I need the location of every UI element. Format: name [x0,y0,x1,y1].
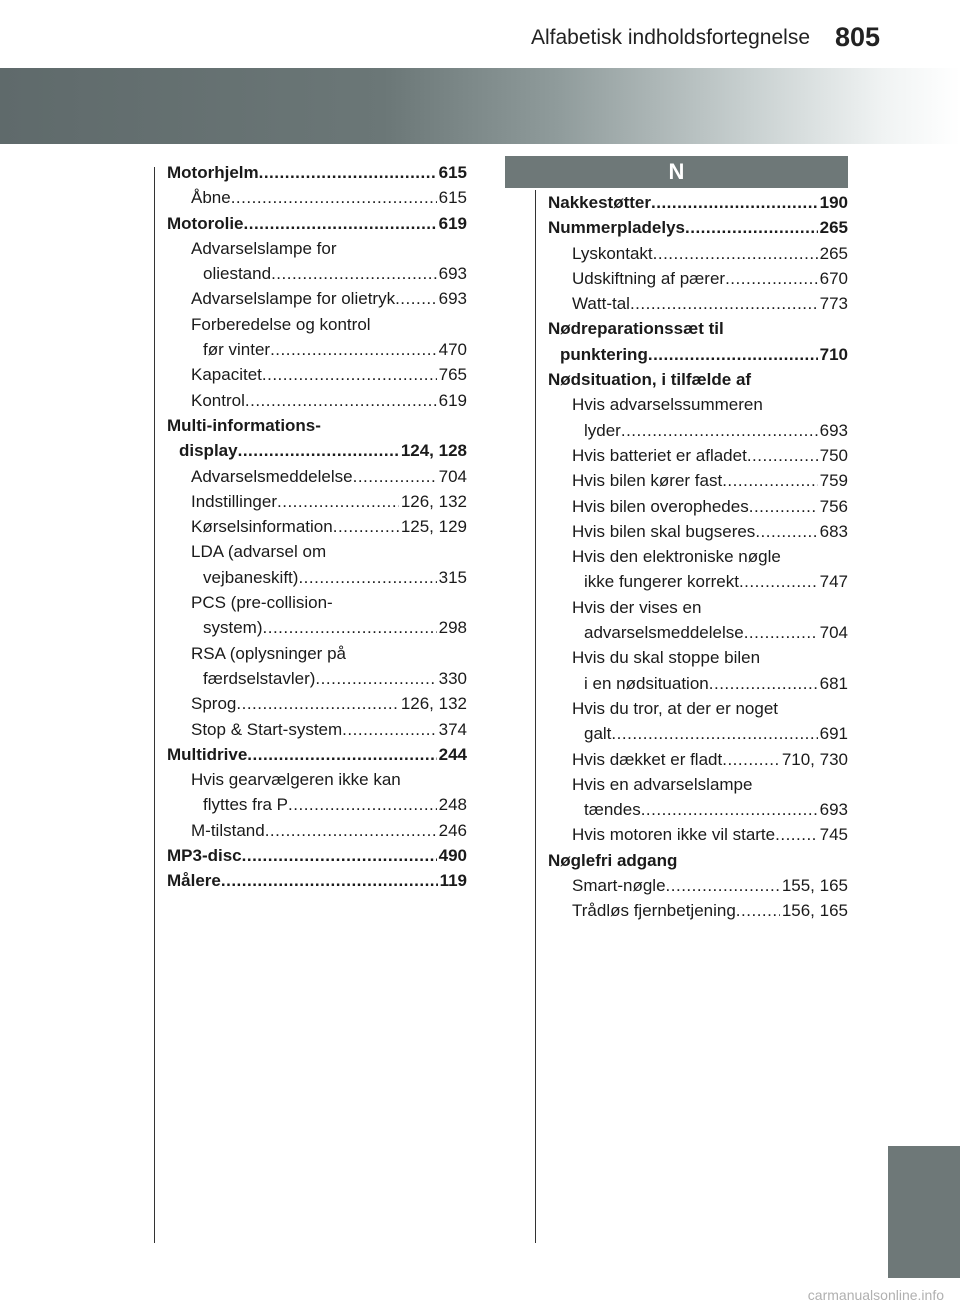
dot-leader [271,261,437,286]
index-entry-text: Hvis du skal stoppe bilen [572,648,761,668]
index-entry-page: 265 [819,218,848,238]
index-entry-text: Advarselslampe for [191,238,337,258]
index-entry-text: Udskiftning af pærer [572,268,726,288]
header-band [0,68,960,144]
index-entry-page: 773 [819,294,848,314]
index-entry [548,898,848,923]
index-entry-text: Motorolie [167,213,244,233]
index-entry [167,438,467,463]
index-entry-text: Advarselsmeddelelse [191,466,353,486]
index-entry-page: 470 [438,340,467,360]
dot-leader [342,717,436,742]
index-entry-text: Multi-informations- [167,415,321,435]
dot-leader [298,565,436,590]
index-entry [548,721,848,746]
index-entry [167,388,467,413]
index-entry-text: færdselstavler) [203,668,316,688]
dot-leader [247,742,436,767]
index-entry [167,767,467,792]
index-entry-text: galt [584,724,612,744]
index-entry [548,569,848,594]
index-entry-page: 681 [819,673,848,693]
index-entry-text: Hvis bilen skal bugseres [572,521,756,541]
dot-leader [648,342,818,367]
index-entry-page: 704 [438,466,467,486]
index-entry [548,772,848,797]
index-entry [548,215,848,240]
index-entry-text: Hvis du tror, at der er noget [572,698,778,718]
dot-leader [749,494,818,519]
index-entry [167,717,467,742]
index-entry-page: 244 [438,744,467,764]
index-entry-text: punktering [560,344,648,364]
index-entry-page: 315 [438,567,467,587]
index-entry [167,211,467,236]
dot-leader [242,843,437,868]
dot-leader [259,160,437,185]
index-entry-page: 119 [439,871,467,891]
index-entry-page: 490 [438,846,467,866]
index-entry-page: 619 [438,213,467,233]
index-entry-text: Nakkestøtter [548,193,651,212]
index-column-right [548,190,848,924]
index-entry [548,316,848,341]
index-entry-text: Hvis gearvælgeren ikke kan [191,770,401,790]
index-entry [167,539,467,564]
index-entry-text: oliestand [203,264,272,284]
index-column-left [167,160,467,894]
dot-leader [621,418,818,443]
index-entry [548,190,848,215]
index-entry [548,367,848,392]
index-entry-text: Hvis en advarselslampe [572,774,753,794]
dot-leader [630,291,818,316]
index-entry-page: 330 [438,668,467,688]
dot-leader [315,666,436,691]
index-entry-text: Hvis motoren ikke vil starte [572,825,776,845]
index-entry [167,185,467,210]
watermark: carmanualsonline.info [807,1287,944,1303]
index-entry [167,514,467,539]
index-entry [167,641,467,666]
index-entry-page: 126, 132 [400,694,467,714]
index-entry-text: Stop & Start-system [191,719,343,739]
index-entry [167,818,467,843]
dot-leader [333,514,399,539]
index-entry-text: flyttes fra P [203,795,289,815]
dot-leader [651,190,818,215]
index-entry-page: 670 [819,268,848,288]
index-entry [167,565,467,590]
index-entry-text: M-tilstand [191,820,265,840]
index-entry-text: Multidrive [167,744,248,764]
index-entry-page: 298 [438,618,467,638]
index-entry [548,266,848,291]
index-entry-page: 710, 730 [781,749,848,769]
index-entry [167,843,467,868]
index-entry-text: Advarselslampe for olietryk [191,289,396,309]
index-entry-page: 156, 165 [781,901,848,921]
index-entry [548,696,848,721]
dot-leader [641,797,818,822]
index-entry-page: 248 [438,795,467,815]
index-entry [548,544,848,569]
index-entry [548,645,848,670]
index-entry-text: Nummerpladelys [548,218,685,238]
index-entry-text: Watt-tal [572,294,630,314]
index-entry [548,494,848,519]
index-entry-page: 693 [438,264,467,284]
index-entry [167,261,467,286]
dot-leader [236,691,398,716]
index-entry-text: Hvis der vises en [572,597,702,617]
column-divider-right [535,190,536,1243]
index-entry [548,443,848,468]
dot-leader [265,818,437,843]
index-entry-text: Hvis bilen kører fast [572,471,723,491]
index-entry-text: RSA (oplysninger på [191,643,346,663]
dot-leader [262,362,437,387]
index-entry-page: 126, 132 [400,491,467,511]
index-entry-text: Nøglefri adgang [548,850,678,870]
dot-leader [685,215,818,240]
index-entry-page: 710 [819,344,848,364]
index-entry-text: i en nødsituation [584,673,709,693]
dot-leader [775,822,818,847]
index-entry-text: ikke fungerer korrekt [584,572,739,592]
index-entry-text: Hvis den elektroniske nøgle [572,547,781,567]
index-entry [167,792,467,817]
index-entry [167,312,467,337]
index-entry-page: 691 [819,724,848,744]
index-entry-page: 615 [438,188,467,208]
index-entry [167,160,467,185]
dot-leader [725,266,818,291]
index-entry-text: lyder [584,420,621,440]
index-entry-text: Hvis dækket er fladt [572,749,723,769]
index-entry [548,797,848,822]
index-entry-page: 747 [819,572,848,592]
index-entry [548,342,848,367]
column-divider-left [154,167,155,1243]
dot-leader [395,286,437,311]
index-entry [167,337,467,362]
index-entry-text: Trådløs fjernbetjening [572,901,736,921]
index-entry-page: 619 [438,390,467,410]
index-entry [548,291,848,316]
index-entry-page: 246 [438,820,467,840]
index-entry [548,468,848,493]
index-entry [167,236,467,261]
index-entry [167,464,467,489]
index-entry-page: 155, 165 [781,876,848,896]
index-entry [167,489,467,514]
index-entry-text: Smart-nøgle [572,876,666,896]
dot-leader [221,868,438,893]
index-entry-page: 756 [819,496,848,516]
index-entry-text: Indstillinger [191,491,277,511]
index-entry-page: 125, 129 [400,517,467,537]
index-entry-text: system) [203,618,263,638]
index-entry-text: LDA (advarsel om [191,542,327,562]
index-entry-page: 265 [819,243,848,263]
dot-leader [288,792,437,817]
index-entry-page: 693 [819,800,848,820]
index-entry-page: 374 [438,719,467,739]
index-entry [548,595,848,620]
index-entry-text: Åbne [191,188,231,208]
index-entry-text: advarselsmeddelelse [584,623,744,643]
index-entry-page: 759 [819,471,848,491]
index-entry-text: Kørselsinformation [191,517,333,537]
index-entry-text: display [179,441,238,461]
index-entry-text: Nødsituation, i tilfælde af [548,370,752,390]
index-entry-page: 615 [438,163,467,182]
index-entry-text: Nødreparationssæt til [548,319,724,339]
dot-leader [722,747,780,772]
index-entry [548,620,848,645]
page-number: 805 [834,22,880,52]
index-entry [167,286,467,311]
index-entry [167,742,467,767]
index-entry-text: vejbaneskift) [203,567,299,587]
index-entry-page: 765 [438,365,467,385]
index-entry-page: 745 [819,825,848,845]
index-entry [548,822,848,847]
index-entry-text: Kapacitet [191,365,262,385]
index-entry [548,392,848,417]
dot-leader [722,468,817,493]
index-entry-text: Målere [167,871,221,891]
index-entry-text: Hvis advarselssummeren [572,395,763,415]
index-entry-text: Forberedelse og kontrol [191,314,371,334]
dot-leader [263,615,437,640]
dot-leader [747,443,818,468]
index-entry-text: PCS (pre-collision- [191,593,333,613]
index-entry-page: 124, 128 [400,441,467,461]
index-entry [167,666,467,691]
index-entry [167,413,467,438]
dot-leader [244,211,437,236]
section-heading-n: N [505,156,848,188]
dot-leader [744,620,818,645]
index-entry [167,868,467,893]
index-entry [548,747,848,772]
page-header-title: Alfabetisk indholdsfortegnelse [530,26,810,49]
index-entry-text: Motorhjelm [167,163,259,182]
index-entry [167,615,467,640]
chapter-side-tab [888,1146,960,1278]
index-entry-page: 693 [819,420,848,440]
index-entry [548,418,848,443]
dot-leader [270,337,437,362]
dot-leader [245,388,437,413]
index-entry-page: 704 [819,623,848,643]
index-entry-text: Lyskontakt [572,243,653,263]
index-entry-text: tændes [584,800,641,820]
dot-leader [709,671,818,696]
index-entry-page: 190 [819,193,848,212]
dot-leader [238,438,399,463]
index-entry [548,848,848,873]
index-entry-text: MP3-disc [167,846,242,866]
index-entry-text: Sprog [191,694,237,714]
dot-leader [611,721,817,746]
index-entry-text: Kontrol [191,390,245,410]
dot-leader [666,873,780,898]
index-entry [548,519,848,544]
index-entry-page: 683 [819,521,848,541]
index-entry [167,590,467,615]
index-entry-page: 693 [438,289,467,309]
dot-leader [231,185,437,210]
dot-leader [736,898,780,923]
index-entry-text: før vinter [203,340,271,360]
dot-leader [353,464,437,489]
index-entry-page: 750 [819,445,848,465]
index-entry [548,873,848,898]
dot-leader [755,519,817,544]
dot-leader [653,241,818,266]
index-entry [548,671,848,696]
dot-leader [739,569,818,594]
dot-leader [277,489,399,514]
index-entry [167,691,467,716]
index-entry-text: Hvis bilen overophedes [572,496,749,516]
index-entry-text: Hvis batteriet er afladet [572,445,747,465]
index-entry [548,241,848,266]
index-entry [167,362,467,387]
